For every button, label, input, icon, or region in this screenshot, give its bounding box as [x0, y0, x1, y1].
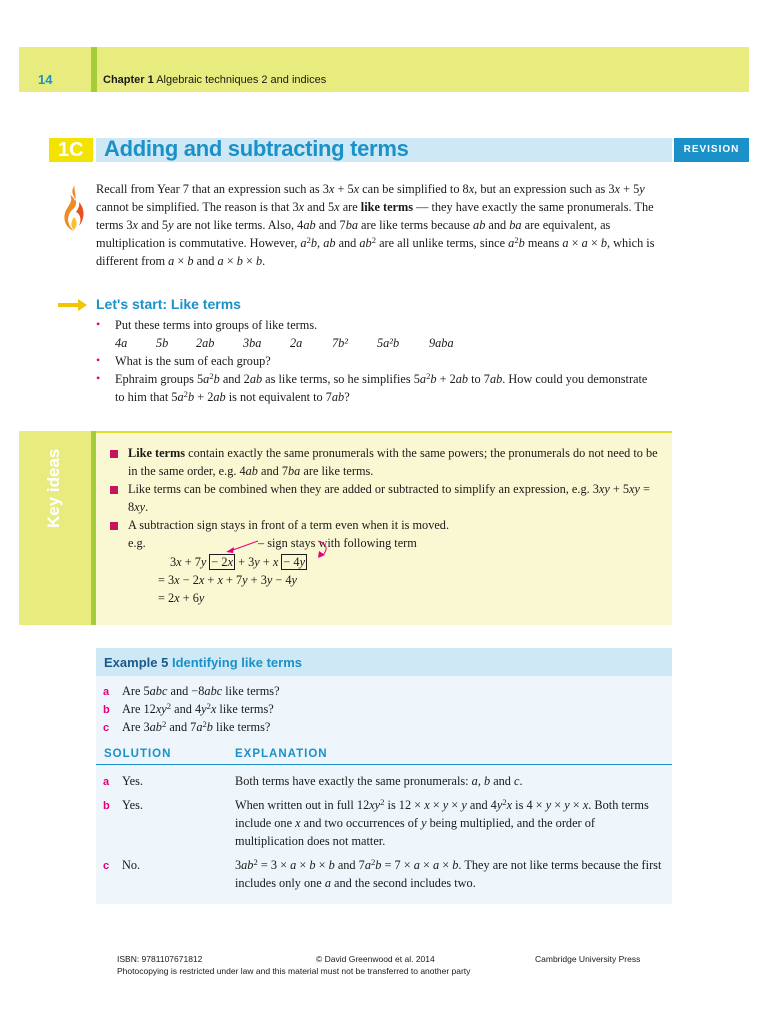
- lets-start-item-3: Ephraim groups $5a^2b$ and 2ab as like terms, so he simplifies $5a^2b + 2ab$ to 7ab. How could you demonstrate to him that $5a^2b + 2ab$ is not equivalent to 7ab?: [115, 371, 648, 404]
- working-line-1: 3x + 7y − 2x + 3y + x − 4y: [170, 555, 306, 569]
- key-idea-3: A subtraction sign stays in front of a term even when it is moved.: [128, 518, 450, 532]
- intro-paragraph: Recall from Year 7 that an expression such as 3x + 5x can be simplified to 8x, but an expression such as 3x + 5y cannot be simplified. The reason is that 3x and 5x are like terms — they have exactly the same pronumerals. The terms 3x and 5y are not like terms. Also, 4ab and 7ba are like terms because ab and ba are equivalent, as multiplication is commutative. However, $a^2b$, ab and $ab^2$ are all unlike terms, since $a^2b$ means a × a × b, which is different from a × b and a × b × b.: [96, 182, 655, 268]
- footer-publisher: Cambridge University Press: [535, 954, 641, 964]
- annotation-note: – sign stays with following term: [258, 536, 417, 550]
- solution-heading: SOLUTION: [104, 748, 172, 760]
- key-ideas-stripe: [91, 431, 96, 625]
- explanation-b: When written out in full $12xy^2$ is 12 × x × y × y and $4y^2x$ is 4 × y × y × x. Both terms include one x and two occurrences of y being multiplied, and the order of multiplication does not matter.: [235, 797, 649, 848]
- bullet-dot: •: [96, 317, 101, 331]
- chapter-heading: [103, 74, 326, 86]
- bullet-dot: •: [96, 353, 101, 367]
- part-a-letter: a: [103, 686, 110, 698]
- question-b: Are $12xy^2$ and $4y^2x$ like terms?: [122, 701, 274, 716]
- solution-a-letter: a: [103, 776, 110, 788]
- section-title: Adding and subtracting terms: [104, 136, 409, 161]
- eg-label: e.g.: [128, 536, 146, 550]
- key-idea-2: Like terms can be combined when they are added or subtracted to simplify an expression, e.g. 3xy + 5xy = 8xy.: [128, 482, 650, 514]
- term-3: 2ab: [196, 336, 215, 350]
- lets-start-item-2: What is the sum of each group?: [115, 354, 271, 368]
- explanation-heading: EXPLANATION: [235, 748, 328, 760]
- question-c: Are $3ab^2$ and $7a^2b$ like terms?: [122, 719, 271, 734]
- solution-b-letter: b: [103, 800, 110, 812]
- page-number: 14: [38, 72, 53, 87]
- lets-start-title: Let's start: Like terms: [96, 296, 241, 312]
- footer-notice: Photocopying is restricted under law and this material must not be transferred to another party: [117, 966, 471, 976]
- lets-start-item-1: Put these terms into groups of like terms.: [115, 318, 318, 332]
- terms-row: [115, 334, 515, 352]
- explanation-c: $3ab^2 = 3 \times a \times b \times b$ and $7a^2b = 7 \times a \times a \times b$. They are not like terms because the first includes only one a and the second includes two.: [235, 857, 662, 890]
- working-line-2: = 3x − 2x + x + 7y + 3y − 4y: [158, 573, 298, 587]
- term-8: 9aba: [429, 336, 454, 350]
- footer-copyright: © David Greenwood et al. 2014: [316, 954, 435, 964]
- solution-c-letter: c: [103, 860, 110, 872]
- example-title: Identifying like terms: [171, 655, 302, 670]
- flame-icon: [62, 184, 88, 232]
- term-4: 3ba: [243, 336, 262, 350]
- term-5: 2a: [290, 336, 303, 350]
- example-label: Example 5: [104, 655, 169, 670]
- section-code: 1C: [58, 139, 84, 161]
- chapter-label: Chapter 1: [103, 74, 154, 86]
- term-7: 5a²b: [377, 336, 400, 350]
- revision-badge-label: REVISION: [683, 144, 740, 155]
- bullet-dot: •: [96, 371, 101, 385]
- bullet-square: [110, 450, 118, 458]
- solution-b: Yes.: [122, 798, 143, 812]
- solution-divider: [96, 764, 672, 765]
- bullet-square: [110, 522, 118, 530]
- question-a: Are 5abc and −8abc like terms?: [122, 684, 280, 698]
- solution-c: No.: [122, 858, 141, 872]
- part-b-letter: b: [103, 704, 110, 716]
- bullet-square: [110, 486, 118, 494]
- key-ideas-label: Key ideas: [44, 448, 63, 528]
- part-c-letter: c: [103, 722, 110, 734]
- arrow-right-icon: [58, 298, 88, 312]
- term-1: 4a: [115, 336, 128, 350]
- working-line-3: = 2x + 6y: [158, 591, 205, 605]
- term-2: 5b: [156, 336, 169, 350]
- header-stripe: [91, 47, 97, 92]
- chapter-title: Algebraic techniques 2 and indices: [156, 74, 327, 86]
- footer-isbn: ISBN: 9781107671812: [117, 954, 203, 964]
- explanation-a: Both terms have exactly the same pronumerals: a, b and c.: [235, 774, 523, 788]
- key-idea-1: Like terms contain exactly the same pronumerals with the same powers; the pronumerals do not need to be in the same order, e.g. 4ab and 7ba are like terms.: [128, 446, 658, 478]
- solution-a: Yes.: [122, 774, 143, 788]
- example-heading: [104, 655, 302, 670]
- term-6: 7b²: [332, 336, 348, 350]
